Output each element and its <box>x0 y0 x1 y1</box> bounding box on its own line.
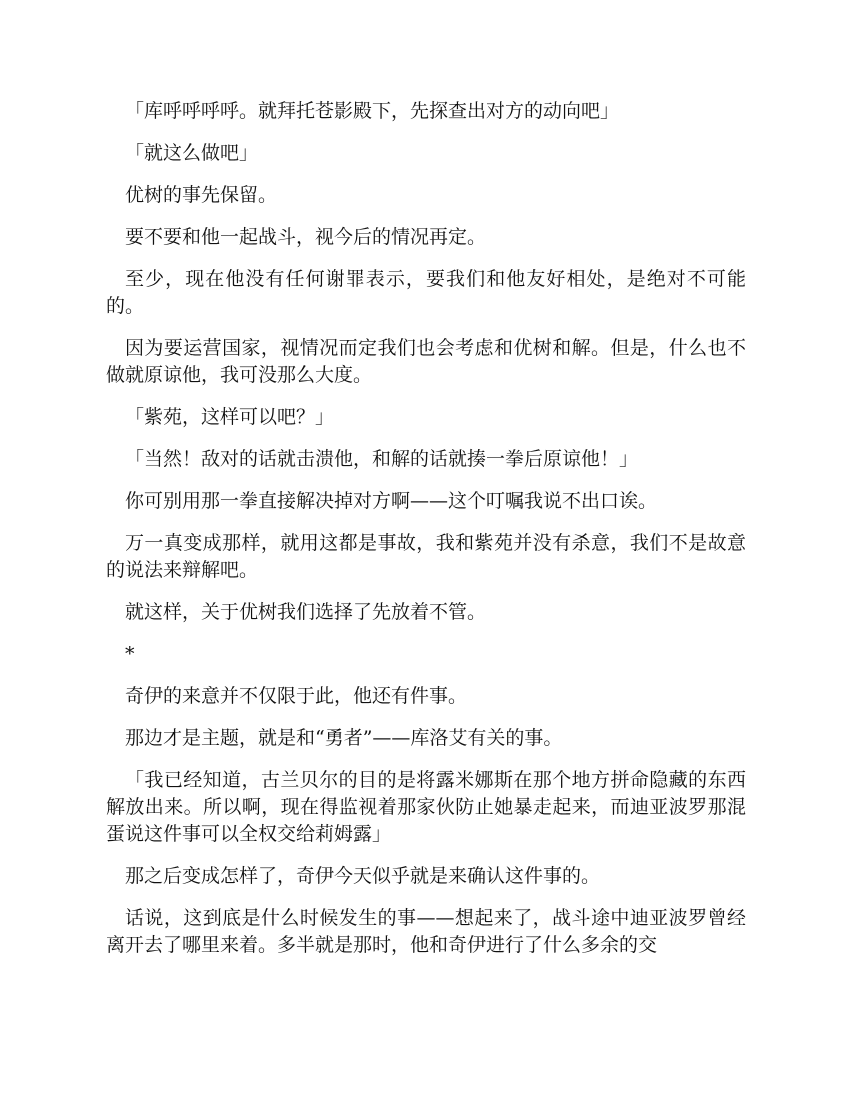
document-page <box>106 98 746 974</box>
paragraph: 那之后变成怎样了，奇伊今天似乎就是来确认这件事的。 <box>125 865 601 887</box>
paragraph: 那边才是主题，就是和“勇者”——库洛艾有关的事。 <box>125 727 563 749</box>
paragraph: 「就这么做吧」 <box>125 142 259 164</box>
paragraph: 至少，现在他没有任何谢罪表示，要我们和他友好相处，是绝对不可能的。 <box>106 268 746 317</box>
paragraph: 就这样，关于优树我们选择了先放着不管。 <box>125 601 487 623</box>
paragraph: 因为要运营国家，视情况而定我们也会考虑和优树和解。但是，什么也不做就原谅他，我可没那么大度。 <box>106 337 746 386</box>
paragraph: 「库呼呼呼呼。就拜托苍影殿下，先探查出对方的动向吧」 <box>125 100 620 122</box>
paragraph: 「紫苑，这样可以吧？」 <box>125 406 335 428</box>
paragraph: 奇伊的来意并不仅限于此，他还有件事。 <box>125 685 468 707</box>
paragraph: 「当然！敌对的话就击溃他，和解的话就揍一拳后原谅他！」 <box>125 448 639 470</box>
paragraph: 要不要和他一起战斗，视今后的情况再定。 <box>125 226 487 248</box>
paragraph: 话说，这到底是什么时候发生的事——想起来了，战斗途中迪亚波罗曾经离开去了哪里来着。多半就是那时，他和奇伊进行了什么多余的交 <box>106 907 746 956</box>
paragraph: 万一真变成那样，就用这都是事故，我和紫苑并没有杀意，我们不是故意的说法来辩解吧。 <box>106 532 746 581</box>
scene-break: * <box>125 643 135 665</box>
paragraph: 你可别用那一拳直接解决掉对方啊——这个叮嘱我说不出口诶。 <box>125 490 658 512</box>
paragraph: 「我已经知道，古兰贝尔的目的是将露米娜斯在那个地方拼命隐藏的东西解放出来。所以啊，现在得监视着那家伙防止她暴走起来，而迪亚波罗那混蛋说这件事可以全权交给莉姆露」 <box>106 769 746 845</box>
paragraph: 优树的事先保留。 <box>125 184 278 206</box>
